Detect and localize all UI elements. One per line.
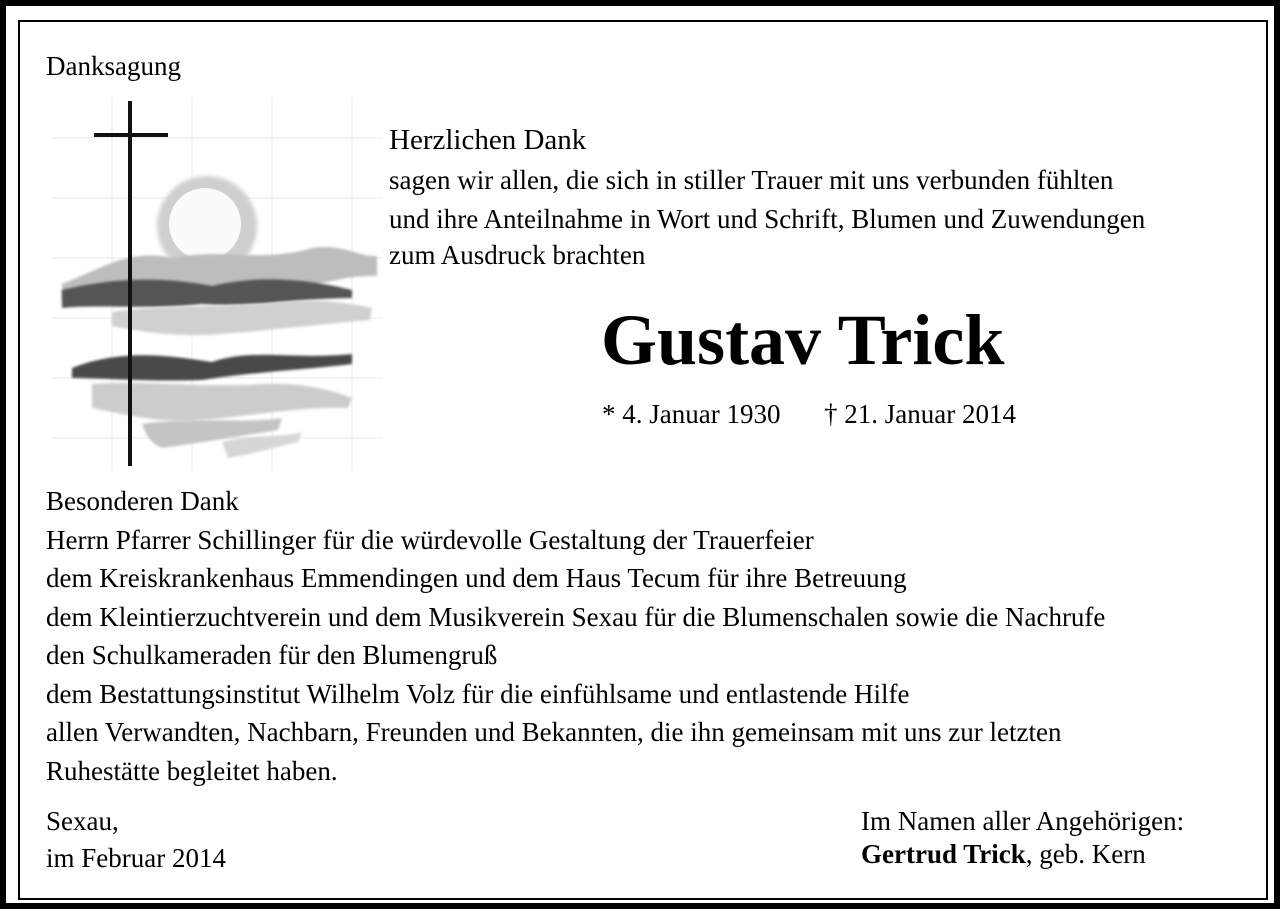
thanks-line: den Schulkameraden für den Blumengruß <box>46 640 498 670</box>
signer-suffix: , geb. Kern <box>1025 839 1146 869</box>
special-thanks-title: Besonderen Dank <box>46 486 239 516</box>
intro-line: und ihre Anteilnahme in Wort und Schrift, Blumen und Zuwendungen <box>389 204 1146 234</box>
death-date: † 21. Januar 2014 <box>824 399 1016 429</box>
intro-line: sagen wir allen, die sich in stiller Trauer mit uns verbunden fühlten <box>389 165 1114 195</box>
intro-title: Herzlichen Dank <box>389 124 587 156</box>
thanks-line: dem Kleintierzuchtverein und dem Musikverein Sexau für die Blumenschalen sowie die Nachrufe <box>46 601 1106 632</box>
intro-line: zum Ausdruck brachten <box>389 240 646 270</box>
deceased-name: Gustav Trick <box>601 300 1005 380</box>
thanks-line: dem Kreiskrankenhaus Emmendingen und dem Haus Tecum für ihre Betreuung <box>46 563 907 593</box>
thanks-line: Herrn Pfarrer Schillinger für die würdevolle Gestaltung der Trauerfeier <box>46 524 814 555</box>
thanks-line: Ruhestätte begleitet haben. <box>46 755 338 786</box>
signer <box>861 836 1146 872</box>
signoff: Im Namen aller Angehörigen: <box>861 806 1185 836</box>
signer-name: Gertrud Trick <box>861 839 1026 869</box>
cross-sun-landscape-illustration <box>52 98 382 470</box>
special-thanks-block <box>46 482 1105 790</box>
thanks-line: allen Verwandten, Nachbarn, Freunden und Bekannten, die ihn gemeinsam mit uns zur letzten <box>46 717 1062 747</box>
landscape-icon <box>62 247 377 458</box>
thanks-line: dem Bestattungsinstitut Wilhelm Volz für die einfühlsame und entlastende Hilfe <box>46 678 910 709</box>
date: im Februar 2014 <box>46 843 226 873</box>
place: Sexau, <box>46 806 119 836</box>
birth-date: * 4. Januar 1930 <box>602 399 781 429</box>
heading: Danksagung <box>46 51 181 81</box>
